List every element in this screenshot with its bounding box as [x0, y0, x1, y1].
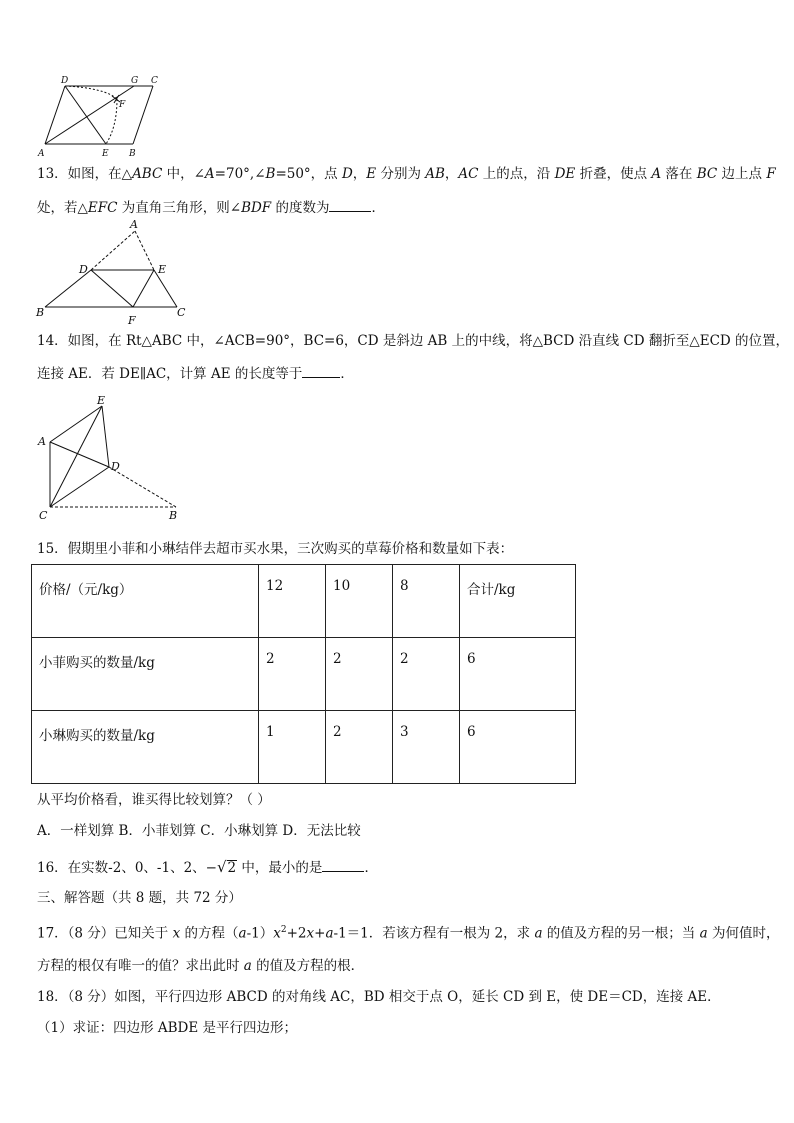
- table-cell: 1: [259, 711, 326, 784]
- question-15-prompt: 从平均价格看，谁买得比较划算？（ ）: [37, 792, 271, 808]
- segment-cd: [50, 467, 109, 507]
- table-cell: 小琳购买的数量/kg: [32, 711, 259, 784]
- question-14-line-1: 14．如图，在 Rt△ABC 中，∠ACB=90°，BC=6，CD 是斜边 AB 上的中线，将△BCD 沿直线 CD 翻折至△ECD 的位置，: [37, 333, 790, 349]
- segment-ef: [133, 270, 154, 307]
- table-cell: 3: [393, 711, 460, 784]
- label-c: C: [151, 76, 158, 86]
- table-row: [32, 711, 576, 784]
- label-a: A: [38, 149, 45, 159]
- figure-right-triangle-fold: [33, 393, 193, 523]
- figure-parallelogram: [35, 72, 170, 162]
- question-18-line-2: （1）求证：四边形 ABDE 是平行四边形；: [37, 1020, 298, 1036]
- answer-blank-13: [329, 198, 371, 212]
- segment-de: [65, 86, 106, 144]
- arc-fe: [106, 99, 117, 144]
- segment-ce: [50, 406, 102, 507]
- label-d: D: [111, 460, 120, 473]
- question-13-line-2: 处，若△EFC 为直角三角形，则∠BDF 的度数为 ．: [37, 200, 385, 216]
- question-13-line-1: 13．如图，在△ABC 中，∠A=70°,∠B=50°，点 D，E 分别为 AB，AC 上的点，沿 DE 折叠，使点 A 落在 BC 边上点 F: [37, 166, 776, 182]
- dashed-db: [109, 467, 176, 507]
- table-cell: 合计/kg: [460, 565, 576, 638]
- question-16: 16．在实数-2、0、-1、2、−√2 中，最小的是 ．: [37, 858, 378, 876]
- segment-ed: [102, 406, 109, 467]
- segment-ad: [50, 442, 109, 467]
- label-e: E: [158, 263, 167, 276]
- question-18-line-1: 18．（8 分）如图，平行四边形 ABCD 的对角线 AC，BD 相交于点 O，延长 CD 到 E，使 DE＝CD，连接 AE．: [37, 989, 721, 1005]
- section-heading: 三、解答题（共 8 题，共 72 分）: [37, 890, 242, 906]
- side-bc: [133, 86, 153, 144]
- table-cell: 8: [393, 565, 460, 638]
- table-row: [32, 638, 576, 711]
- table-cell: 12: [259, 565, 326, 638]
- side-ad: [45, 86, 65, 144]
- segment-ae: [50, 406, 102, 442]
- label-c: C: [177, 306, 186, 319]
- sqrt-radicand: 2: [227, 860, 237, 876]
- label-b: B: [36, 306, 45, 319]
- table-cell: 2: [259, 638, 326, 711]
- figure-triangle-fold: [33, 218, 193, 330]
- table-cell: 2: [393, 638, 460, 711]
- label-d: D: [61, 76, 69, 86]
- answer-blank-14: [302, 364, 340, 378]
- label-a: A: [38, 435, 46, 448]
- label-d: D: [79, 263, 88, 276]
- segment-df: [91, 270, 133, 307]
- label-a: A: [130, 218, 138, 231]
- label-b: B: [169, 509, 178, 522]
- question-15-line-1: 15．假期里小菲和小琳结伴去超市买水果，三次购买的草莓价格和数量如下表：: [37, 541, 514, 557]
- label-g: G: [131, 76, 139, 86]
- dashed-ad: [91, 231, 135, 270]
- segment-ag: [45, 86, 134, 144]
- question-15-options: A．一样划算 B．小菲划算 C．小琳划算 D．无法比较: [37, 823, 361, 839]
- price-table: [31, 564, 576, 784]
- table-cell: 6: [460, 638, 576, 711]
- table-cell: 价格/（元/kg）: [32, 565, 259, 638]
- question-17-line-2: 方程的根仅有唯一的值？求出此时 a 的值及方程的根．: [37, 958, 365, 974]
- label-e: E: [97, 394, 106, 407]
- answer-blank-16: [322, 858, 364, 872]
- dashed-ae: [135, 231, 154, 270]
- label-f: F: [119, 100, 126, 110]
- table-cell: 2: [326, 711, 393, 784]
- table-cell: 6: [460, 711, 576, 784]
- label-c: C: [39, 509, 48, 522]
- question-14-line-2: 连接 AE．若 DE∥AC，计算 AE 的长度等于 ．: [37, 366, 354, 382]
- table-cell: 小菲购买的数量/kg: [32, 638, 259, 711]
- question-17-line-1: 17．（8 分）已知关于 x 的方程$(a-1)x^2+2x+a-1=1$．若该方程有一根为 2，求 a 的值及方程的另一根；当 a 为何值时，: [37, 925, 780, 942]
- label-f: F: [128, 314, 136, 327]
- table-header-row: [32, 565, 576, 638]
- table-cell: 10: [326, 565, 393, 638]
- label-e: E: [102, 149, 109, 159]
- table-cell: 2: [326, 638, 393, 711]
- label-b: B: [129, 149, 136, 159]
